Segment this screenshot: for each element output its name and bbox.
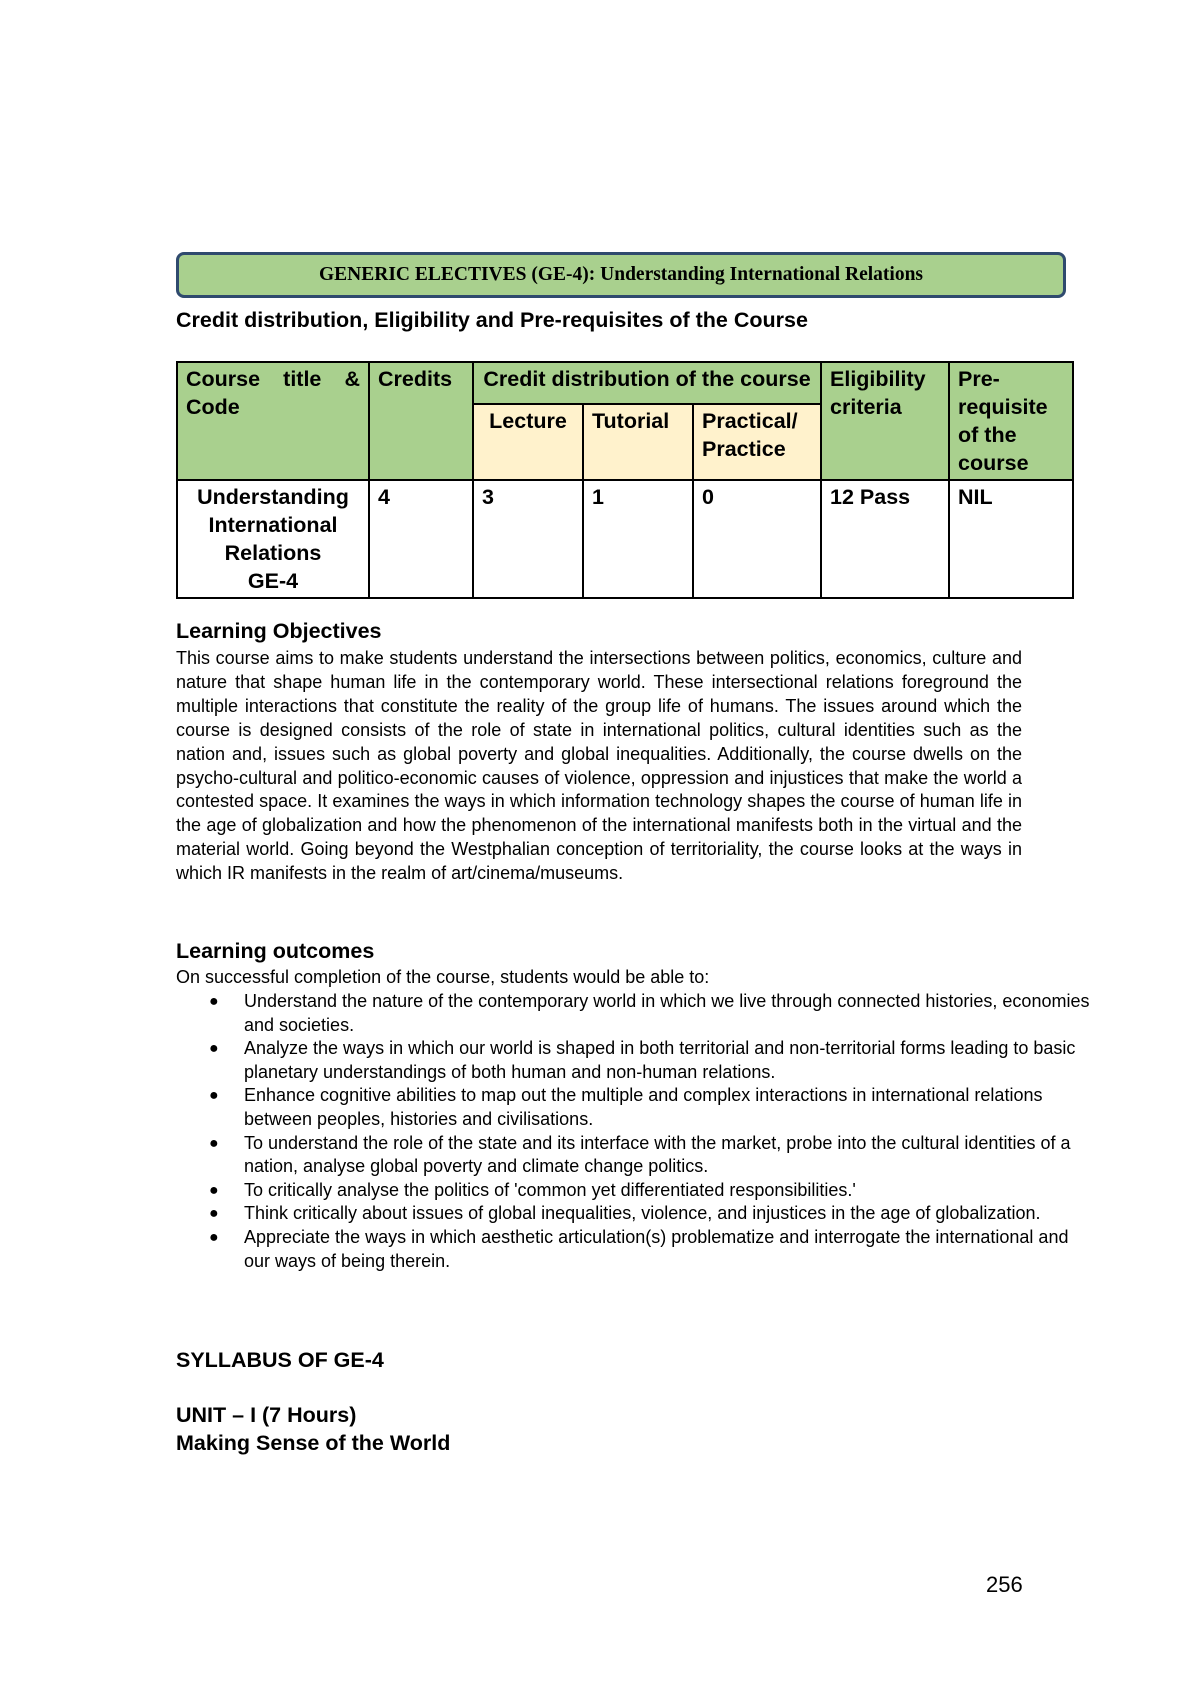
learning-objectives-text: This course aims to make students understand the intersections between politics, economics, culture and nature that shape human life in the contemporary world. These intersectional relations foreground the multiple interactions that constitute the reality of the group life of humans. The issues around which the course is designed consists of the role of state in international politics, cultural identities such as the nation and, issues such as global poverty and global inequalities. Additionally, the course dwells on the psycho-cultural and politico-economic causes of violence, oppression and injustices that make the world a contested space. It examines the ways in which information technology shapes the course of human life in the age of globalization and how the phenomenon of the international manifests both in the virtual and the material world. Going beyond the Westphalian conception of territoriality, the course looks at the ways in which IR manifests in the realm of art/cinema/museums. [176,648,1022,884]
list-item [209,1084,1090,1131]
header-credits: Credits [369,362,473,480]
list-item [209,1202,1090,1226]
learning-outcomes-list [176,990,1090,1273]
list-item-text: Appreciate the ways in which aesthetic articulation(s) problematize and interrogate the international and our ways of being therein. [244,1226,1069,1271]
list-item [209,1037,1090,1084]
course-name-line: Relations [224,541,322,565]
list-item-text: Think critically about issues of global inequalities, violence, and injustices in the age of globalization. [244,1203,1041,1224]
credits-value: 4 [369,480,473,598]
list-item [209,1179,1090,1203]
header-prerequisite: Pre-requisite of the course [949,362,1073,480]
bullet-icon: ● [209,1040,219,1058]
bullet-icon: ● [209,993,219,1010]
course-title-cell [177,480,369,598]
learning-outcomes-intro: On successful completion of the course, students would be able to: [176,967,710,987]
header-course-title: Course title & Code [177,362,369,480]
ge-title-text: GENERIC ELECTIVES (GE-4): Understanding International Relations [318,264,924,285]
bullet-icon: ● [209,1087,219,1105]
learning-outcomes-heading: Learning outcomes [176,939,375,963]
list-item-text: Analyze the ways in which our world is shaped in both territorial and non-territorial forms leading to basic planetary understandings of both human and non-human relations. [244,1038,1076,1082]
unit-title: Making Sense of the World [176,1431,451,1455]
header-credit-distribution: Credit distribution of the course [473,362,821,404]
header-tutorial: Tutorial [583,404,693,480]
list-item [209,990,1090,1037]
bullet-icon: ● [209,1181,219,1199]
course-name-line: International [208,513,338,537]
list-item-text: Enhance cognitive abilities to map out the multiple and complex interactions in international relations between peoples, histories and civilisations. [244,1085,1043,1129]
credit-distribution-heading: Credit distribution, Eligibility and Pre-requisites of the Course [176,308,808,332]
lecture-value: 3 [473,480,583,598]
practical-value: 0 [693,480,821,598]
header-lecture: Lecture [473,404,583,480]
prerequisite-value: NIL [949,480,1073,598]
ge-title-banner [176,252,1066,298]
list-item-text: To understand the role of the state and its interface with the market, probe into the cultural identities of a nation, analyse global poverty and climate change politics. [244,1132,1071,1177]
bullet-icon: ● [209,1134,219,1152]
eligibility-value: 12 Pass [821,480,949,598]
list-item-text: To critically analyse the politics of 'common yet differentiated responsibilities.' [244,1179,856,1200]
learning-objectives-heading: Learning Objectives [176,619,382,643]
list-item-text: Understand the nature of the contemporary world in which we live through connected histories, economies and societies. [244,991,1090,1035]
credit-table [176,361,1074,599]
list-item [209,1226,1090,1273]
unit-heading: UNIT – I (7 Hours) [176,1403,357,1427]
course-name-line: Understanding [197,485,349,509]
bullet-icon: ● [209,1228,219,1246]
course-code: GE-4 [247,569,299,593]
header-practical: Practical/ Practice [693,404,821,480]
tutorial-value: 1 [583,480,693,598]
header-eligibility: Eligibility criteria [821,362,949,480]
syllabus-heading: SYLLABUS OF GE-4 [176,1348,384,1372]
list-item [209,1132,1090,1179]
page-number: 256 [986,1572,1023,1597]
bullet-icon: ● [209,1205,219,1223]
